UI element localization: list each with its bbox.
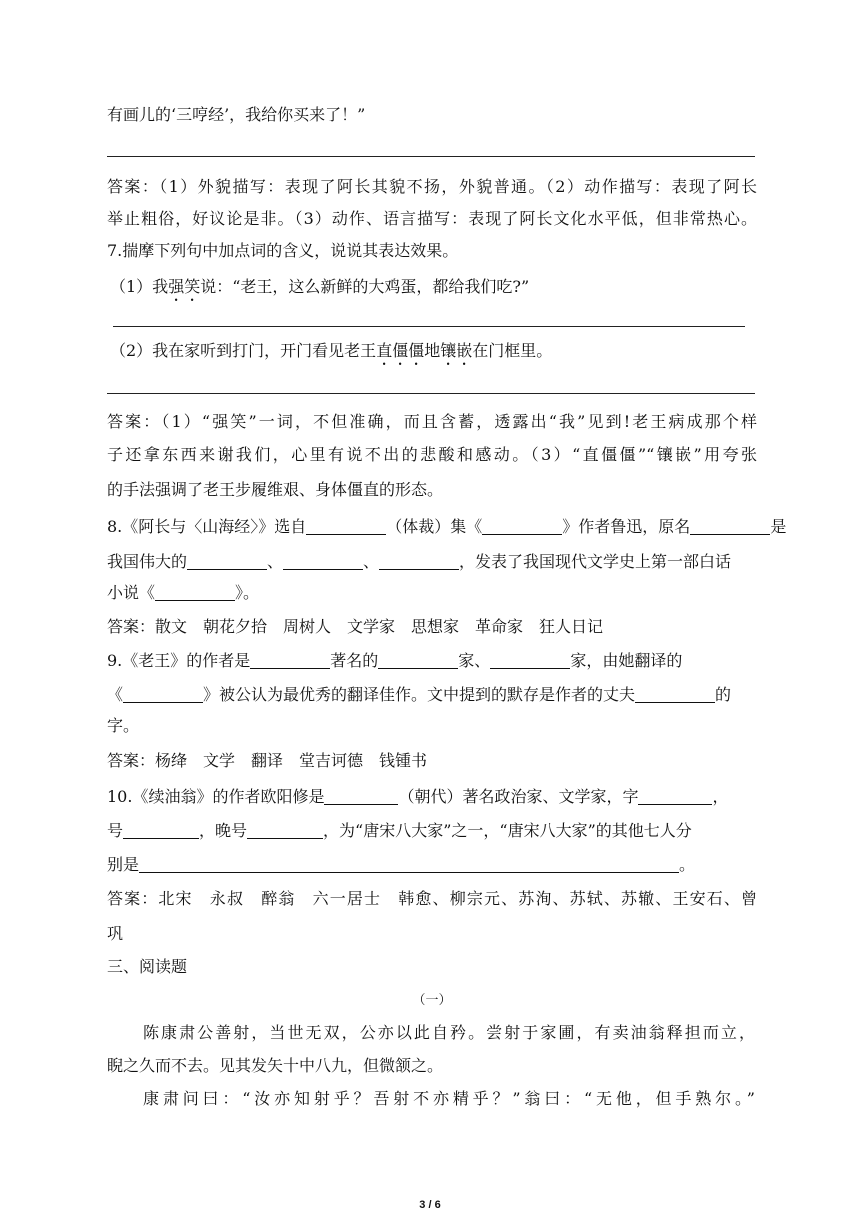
answer-rule [107,156,755,157]
answer-9: 答案：杨绛 文学 翻译 堂吉诃德 钱锺书 [107,751,428,770]
answer-10-line-1: 答案：北宋 永叔 醉翁 六一居士 韩愈、柳宗元、苏洵、苏轼、苏辙、王安石、曾 [107,889,757,908]
question-7-2 [110,340,760,369]
question-10-line-3 [107,854,757,876]
q9-text: 的 [715,685,732,704]
q7-1-dotted-word: 强笑 [168,277,201,296]
fill-blank[interactable] [635,686,715,703]
question-10-line-2 [107,820,757,842]
q7-2-dotted-word-2: 镶嵌 [440,341,473,360]
fill-blank[interactable] [379,553,459,570]
q10-text: ， [712,787,729,806]
fill-blank[interactable] [123,822,199,839]
q8-text: 我国伟大的 [107,552,188,571]
q10-text: 号 [107,821,124,840]
question-9-line-3: 字。 [107,716,140,735]
fill-blank[interactable] [482,518,562,535]
q7-2-text-c: 在门框里。 [472,341,553,360]
q9-text: 9.《老王》的作者是 [107,651,251,670]
passage-para-1-line-1: 陈康肃公善射，当世无双，公亦以此自矜。尝射于家圃，有卖油翁释担而立， [143,1023,755,1042]
question-9-line-2 [107,684,757,706]
answer-7-line-2: 子还拿东西来谢我们，心里有说不出的悲酸和感动。（3）“直僵僵”“镶嵌”用夸张 [107,445,757,464]
q8-text: 、 [363,552,380,571]
q7-2-text-a: （2）我在家听到打门，开门看见老王 [110,341,377,360]
q9-text: 家、 [458,651,491,670]
answer-rule [113,326,745,327]
answer-rule [107,393,755,394]
fill-blank[interactable] [123,686,203,703]
question-8-line-3 [107,582,757,604]
question-9-line-1 [107,650,757,672]
answer-8: 答案：散文 朝花夕拾 周树人 文学家 思想家 革命家 狂人日记 [107,617,604,636]
passage-para-1-line-2: 睨之久而不去。见其发矢十中八九，但微颔之。 [107,1056,444,1075]
question-8-line-2 [107,551,757,573]
fill-blank[interactable] [378,652,458,669]
q9-text: 家，由她翻译的 [570,651,683,670]
fill-blank[interactable] [247,822,323,839]
q7-2-dotted-word-1: 直僵僵 [376,341,425,360]
subsection-1-heading: （一） [412,993,452,1008]
q10-text: 10.《续油翁》的作者欧阳修是 [107,787,325,806]
text-line: 有画儿的‘三哼经’，我给你买来了！” [107,105,366,124]
q8-text: 是 [770,517,787,536]
fill-blank[interactable] [139,856,679,873]
q7-2-text-b: 地 [424,341,441,360]
fill-blank[interactable] [490,652,570,669]
fill-blank[interactable] [283,553,363,570]
q10-text: 。 [679,855,696,874]
q7-1-text-a: （1）我 [110,277,169,296]
answer-10-line-2: 巩 [107,924,124,943]
answer-6-line-2: 举止粗俗，好议论是非。（3）动作、语言描写：表现了阿长文化水平低，但非常热心。 [107,209,757,228]
fill-blank[interactable] [638,788,712,805]
fill-blank[interactable] [155,584,235,601]
question-7: 7.揣摩下列句中加点词的含义，说说其表达效果。 [107,241,459,260]
q8-text: 》作者鲁迅，原名 [562,517,691,536]
q8-text: ，发表了我国现代文学史上第一部白话 [459,552,732,571]
fill-blank[interactable] [324,788,398,805]
q10-text: 别是 [107,855,140,874]
passage-para-2-line-1: 康肃问曰：“汝亦知射乎？吾射不亦精乎？”翁曰：“无他，但手熟尔。” [143,1089,755,1108]
q9-text: 《 [107,685,124,704]
answer-6-line-1: 答案：（1）外貌描写：表现了阿长其貌不扬，外貌普通。（2）动作描写：表现了阿长 [107,177,757,196]
fill-blank[interactable] [187,553,267,570]
q8-text: 、 [267,552,284,571]
question-10-line-1 [107,786,757,808]
answer-7-line-3: 的手法强调了老王步履维艰、身体僵直的形态。 [107,480,444,499]
q7-1-text-b: 说：“老王，这么新鲜的大鸡蛋，都给我们吃?” [200,277,530,296]
q8-text: （体裁）集《 [386,517,483,536]
q10-text: ，晚号 [199,821,248,840]
fill-blank[interactable] [250,652,330,669]
q8-text: 8.《阿长与〈山海经〉》选自 [107,517,307,536]
q10-text: （朝代）著名政治家、文学家，字 [398,787,639,806]
section-3-heading: 三、阅读题 [107,957,188,976]
answer-7-line-1: 答案：（1）“强笑”一词，不但准确，而且含蓄，透露出“我”见到!老王病成那个样 [107,412,757,431]
q8-text: 》。 [235,583,260,602]
q9-text: 著名的 [330,651,379,670]
fill-blank[interactable] [690,518,770,535]
q9-text: 》被公认为最优秀的翻译佳作。文中提到的默存是作者的丈夫 [203,685,636,704]
fill-blank[interactable] [306,518,386,535]
question-7-1 [110,276,760,305]
q8-text: 小说《 [107,583,156,602]
page-number: 3 / 6 [419,1199,441,1211]
q10-text: ，为“唐宋八大家”之一，“唐宋八大家”的其他七人分 [323,821,692,840]
question-8-line-1 [107,516,787,538]
